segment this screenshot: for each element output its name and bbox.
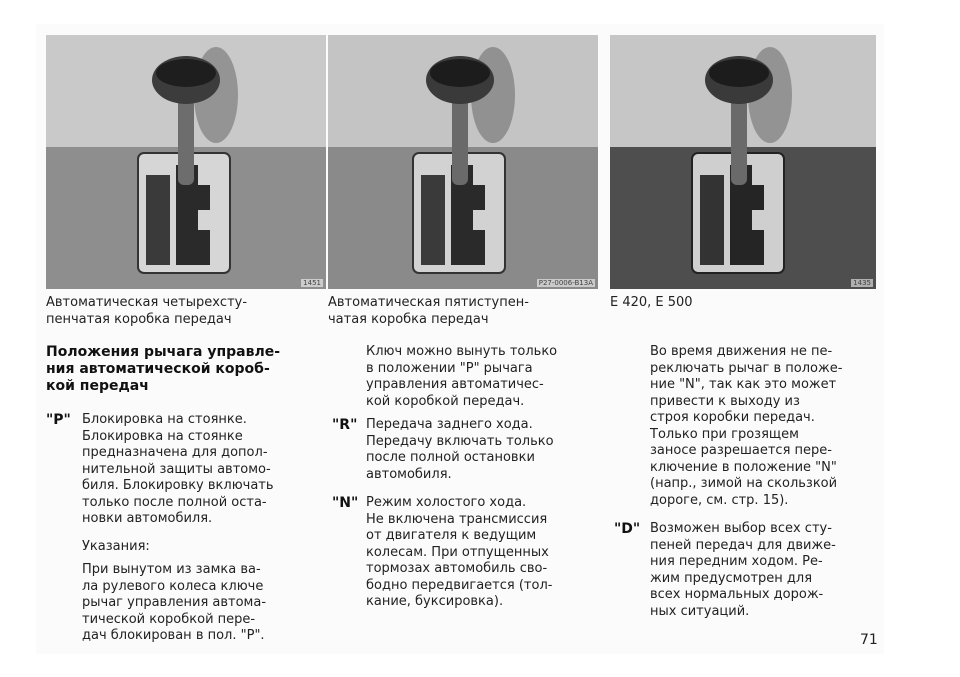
notes-title: Указания:	[82, 539, 150, 554]
shifter-photo-e420-e500	[610, 35, 876, 289]
figure-code: P27-0006-B13A	[538, 279, 593, 287]
position-r-text: Передача заднего хода. Передачу включать только после полной остановки автомобиля.	[366, 417, 554, 482]
section-heading: Положения рычага управле- ния автоматической короб- кой передач	[46, 344, 281, 394]
position-d-text: Возможен выбор всех сту- пеней передач для движе- ния передним ходом. Ре- жим предусмотрен для всех нормальных дорож- ных ситуаций.	[650, 521, 836, 619]
position-p-text: Блокировка на стоянке. Блокировка на стоянке предназначена для допол- нительной защиты автомо- биля. Блокировку включать только после полной оста- новки автомобиля.	[82, 412, 274, 526]
figure-caption: Автоматическая четырехсту- пенчатая коробка передач	[46, 295, 248, 327]
position-n-text: Режим холостого хода. Не включена трансмиссия от двигателя к ведущим колесам. При отпущенных тормозах автомобиль сво- бодно передвигается (тол- кание, буксировка).	[366, 495, 553, 609]
neutral-warning-text: Во время движения не пе- реключать рычаг в положе- ние "N", так как это может привести к выходу из строя коробки передач. Только при грозящем заносе разрешается пере- ключение в положение "N" (напр., зимой на скользкой дороге, см. стр. 15).	[650, 344, 843, 508]
shifter-illustration	[610, 35, 876, 289]
manual-page	[36, 24, 884, 654]
position-d-label: "D"	[614, 521, 641, 537]
position-r-label: "R"	[332, 417, 358, 433]
figure-code: 1451	[303, 279, 321, 287]
figure-code: 1435	[853, 279, 871, 287]
figure-caption: E 420, E 500	[610, 295, 693, 310]
shifter-illustration	[328, 35, 598, 289]
shifter-illustration	[46, 35, 326, 289]
position-p-label: "P"	[46, 412, 71, 428]
page-number: 71	[860, 632, 878, 648]
key-removal-text: Ключ можно вынуть только в положении "P" рычага управления автоматичес- кой коробкой передач.	[366, 344, 558, 409]
figure-caption: Автоматическая пятиступен- чатая коробка передач	[328, 295, 529, 327]
shifter-photo-five-speed	[328, 35, 598, 289]
position-n-label: "N"	[332, 495, 359, 511]
notes-text: При вынутом из замка ва- ла рулевого колеса ключе рычаг управления автома- тической коробкой пере- дач блокирован в пол. "P".	[82, 562, 267, 643]
shifter-photo-four-speed	[46, 35, 326, 289]
